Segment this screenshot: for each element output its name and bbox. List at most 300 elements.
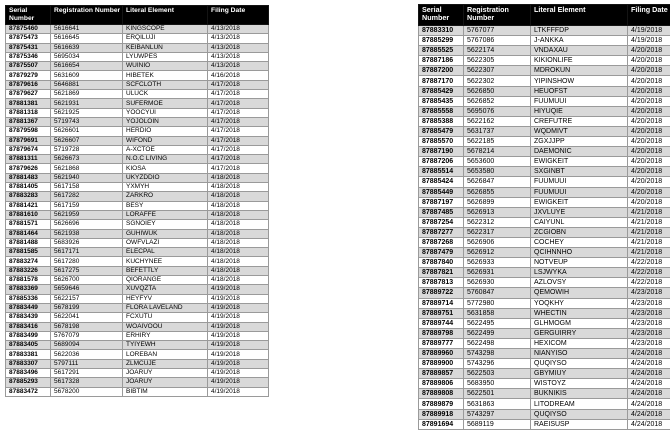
table-row xyxy=(6,285,269,294)
literal-element-cell: WIFOND xyxy=(123,136,208,145)
filing-date-cell: 4/19/2018 xyxy=(208,378,269,387)
table-row xyxy=(419,217,670,227)
registration-number-cell: 5653580 xyxy=(464,167,531,177)
filing-date-cell: 4/21/2018 xyxy=(628,237,670,247)
registration-number-cell: 5678199 xyxy=(51,303,123,312)
literal-element-cell: HIYUQIE xyxy=(531,106,628,116)
filing-date-cell: 4/13/2018 xyxy=(208,25,269,34)
filing-date-cell: 4/23/2018 xyxy=(628,298,670,308)
table-row xyxy=(6,108,269,117)
filing-date-cell: 4/17/2018 xyxy=(208,90,269,99)
filing-date-cell: 4/20/2018 xyxy=(628,56,670,66)
table-row xyxy=(419,137,670,147)
serial-number-cell: 87887197 xyxy=(419,197,464,207)
registration-number-cell: 5622305 xyxy=(464,56,531,66)
literal-element-cell: ZCGIOBN xyxy=(531,227,628,237)
table-row xyxy=(419,116,670,126)
table-row xyxy=(419,298,670,308)
literal-element-cell: KINGSCOPE xyxy=(123,25,208,34)
table-row xyxy=(419,359,670,369)
filing-date-cell: 4/17/2018 xyxy=(208,117,269,126)
literal-element-cell: QUQIYSO xyxy=(531,409,628,419)
filing-date-cell: 4/24/2018 xyxy=(628,379,670,389)
serial-number-cell: 87883274 xyxy=(6,257,51,266)
literal-element-cell: GLHMOGM xyxy=(531,318,628,328)
filing-date-cell: 4/20/2018 xyxy=(628,157,670,167)
filing-date-cell: 4/16/2018 xyxy=(208,71,269,80)
table-row xyxy=(419,167,670,177)
registration-number-cell: 5622499 xyxy=(464,328,531,338)
table-row xyxy=(6,192,269,201)
literal-element-cell: MDROKUN xyxy=(531,66,628,76)
literal-element-cell: HEUOFST xyxy=(531,86,628,96)
registration-number-cell: 5626899 xyxy=(464,197,531,207)
filing-date-cell: 4/13/2018 xyxy=(208,34,269,43)
table-row xyxy=(419,147,670,157)
table-row xyxy=(6,173,269,182)
table-row xyxy=(6,220,269,229)
table-row xyxy=(419,66,670,76)
table-row xyxy=(6,145,269,154)
registration-number-cell: 5626930 xyxy=(464,278,531,288)
registration-number-cell: 5622302 xyxy=(464,76,531,86)
literal-element-cell: FLORA LAVELAND xyxy=(123,303,208,312)
serial-number-cell: 87879279 xyxy=(6,71,51,80)
table-row xyxy=(419,338,670,348)
serial-number-cell: 87887200 xyxy=(419,66,464,76)
filing-date-cell: 4/13/2018 xyxy=(208,52,269,61)
registration-number-cell: 5743296 xyxy=(464,359,531,369)
serial-number-cell: 87881610 xyxy=(6,210,51,219)
registration-number-cell: 5622503 xyxy=(464,369,531,379)
serial-number-cell: 87881585 xyxy=(6,248,51,257)
registration-number-cell: 5622157 xyxy=(51,294,123,303)
filing-date-cell: 4/19/2018 xyxy=(208,350,269,359)
registration-number-cell: 5678214 xyxy=(464,147,531,157)
serial-number-cell: 87879674 xyxy=(6,145,51,154)
filing-date-cell: 4/20/2018 xyxy=(628,137,670,147)
literal-element-cell: HIBETEK xyxy=(123,71,208,80)
filing-date-cell: 4/18/2018 xyxy=(208,238,269,247)
serial-number-cell: 87889751 xyxy=(419,308,464,318)
filing-date-cell: 4/19/2018 xyxy=(628,36,670,46)
table-row xyxy=(419,96,670,106)
serial-number-cell: 87887479 xyxy=(419,248,464,258)
literal-element-cell: HEYFYV xyxy=(123,294,208,303)
literal-element-cell: KIOSA xyxy=(123,164,208,173)
registration-number-cell: 5695034 xyxy=(51,52,123,61)
filing-date-cell: 4/22/2018 xyxy=(628,278,670,288)
serial-number-cell: 87885299 xyxy=(419,36,464,46)
column-header: Serial Number xyxy=(419,5,464,26)
filing-date-cell: 4/22/2018 xyxy=(628,268,670,278)
filing-date-cell: 4/17/2018 xyxy=(208,127,269,136)
literal-element-cell: SCFCLOTH xyxy=(123,80,208,89)
column-header: Filing Date xyxy=(208,6,269,25)
literal-element-cell: GERGUIRRY xyxy=(531,328,628,338)
filing-date-cell: 4/17/2018 xyxy=(208,99,269,108)
table-row xyxy=(6,90,269,99)
serial-number-cell: 87885558 xyxy=(419,106,464,116)
serial-number-cell: 87883283 xyxy=(6,192,51,201)
table-row xyxy=(6,155,269,164)
table-row xyxy=(419,288,670,298)
registration-number-cell: 5626696 xyxy=(51,220,123,229)
table-row xyxy=(419,318,670,328)
literal-element-cell: BEFETTLY xyxy=(123,266,208,275)
literal-element-cell: ERHIRY xyxy=(123,331,208,340)
registration-number-cell: 5626700 xyxy=(51,276,123,285)
serial-number-cell: 87883381 xyxy=(6,350,51,359)
literal-element-cell: A-XCTOE xyxy=(123,145,208,154)
table-row xyxy=(6,52,269,61)
serial-number-cell: 87883496 xyxy=(6,368,51,377)
registration-number-cell: 5617171 xyxy=(51,248,123,257)
filing-date-cell: 4/19/2018 xyxy=(208,303,269,312)
literal-element-cell: ULUCK xyxy=(123,90,208,99)
registration-number-cell: 5622162 xyxy=(464,116,531,126)
literal-element-cell: J-ANKKA xyxy=(531,36,628,46)
registration-number-cell: 5695076 xyxy=(464,106,531,116)
literal-element-cell: YOQKHY xyxy=(531,298,628,308)
literal-element-cell: KUCHYNEE xyxy=(123,257,208,266)
registration-number-cell: 5767077 xyxy=(464,26,531,36)
registration-number-cell: 5683950 xyxy=(464,379,531,389)
serial-number-cell: 87881318 xyxy=(6,108,51,117)
table-row xyxy=(419,207,670,217)
literal-element-cell: FUUMUUI xyxy=(531,96,628,106)
registration-number-cell: 5617282 xyxy=(51,192,123,201)
registration-number-cell: 5626912 xyxy=(464,248,531,258)
table-row xyxy=(419,399,670,409)
filing-date-cell: 4/21/2018 xyxy=(628,207,670,217)
literal-element-cell: LORAFFE xyxy=(123,210,208,219)
registration-number-cell: 5683926 xyxy=(51,238,123,247)
serial-number-cell: 87881405 xyxy=(6,183,51,192)
registration-number-cell: 5621931 xyxy=(51,99,123,108)
serial-number-cell: 87889857 xyxy=(419,369,464,379)
literal-element-cell: SUFERMOE xyxy=(123,99,208,108)
serial-number-cell: 87885336 xyxy=(6,294,51,303)
literal-element-cell: JXVLUYE xyxy=(531,207,628,217)
serial-number-cell: 87881464 xyxy=(6,229,51,238)
serial-number-cell: 87887190 xyxy=(419,147,464,157)
literal-element-cell: ZGXJJPP xyxy=(531,137,628,147)
literal-element-cell: ERQILUJI xyxy=(123,34,208,43)
table-row xyxy=(6,359,269,368)
table-row xyxy=(419,379,670,389)
literal-element-cell: COCHEY xyxy=(531,237,628,247)
serial-number-cell: 87881421 xyxy=(6,201,51,210)
literal-element-cell: LOREBAN xyxy=(123,350,208,359)
table-row xyxy=(6,25,269,34)
table-row xyxy=(6,322,269,331)
registration-number-cell: 5626850 xyxy=(464,86,531,96)
registration-number-cell: 5631858 xyxy=(464,308,531,318)
literal-element-cell: WOAIVOOU xyxy=(123,322,208,331)
literal-element-cell: EWIGKEIT xyxy=(531,197,628,207)
column-header: Registration Number xyxy=(51,6,123,25)
literal-element-cell: FUUMUUI xyxy=(531,177,628,187)
registration-number-cell: 5622501 xyxy=(464,389,531,399)
filing-date-cell: 4/20/2018 xyxy=(628,197,670,207)
registration-number-cell: 5616645 xyxy=(51,34,123,43)
serial-number-cell: 87889918 xyxy=(419,409,464,419)
serial-number-cell: 87889879 xyxy=(419,399,464,409)
table-row xyxy=(419,237,670,247)
serial-number-cell: 87889722 xyxy=(419,288,464,298)
filing-date-cell: 4/24/2018 xyxy=(628,369,670,379)
serial-number-cell: 87885424 xyxy=(419,177,464,187)
literal-element-cell: QCIHNNHO xyxy=(531,248,628,258)
table-row xyxy=(419,126,670,136)
serial-number-cell: 87881483 xyxy=(6,173,51,182)
registration-number-cell: 5617291 xyxy=(51,368,123,377)
table-row xyxy=(6,257,269,266)
literal-element-cell: SXGINBT xyxy=(531,167,628,177)
table-row xyxy=(6,238,269,247)
table-row xyxy=(419,328,670,338)
literal-element-cell: WUINIO xyxy=(123,62,208,71)
serial-number-cell: 87881578 xyxy=(6,276,51,285)
filing-date-cell: 4/23/2018 xyxy=(628,318,670,328)
table-row xyxy=(419,86,670,96)
table-row xyxy=(419,26,670,36)
table-row xyxy=(6,313,269,322)
registration-number-cell: 5626607 xyxy=(51,136,123,145)
filing-date-cell: 4/13/2018 xyxy=(208,62,269,71)
registration-number-cell: 5626847 xyxy=(464,177,531,187)
registration-number-cell: 5622307 xyxy=(464,66,531,76)
literal-element-cell: N.O.C LIVING xyxy=(123,155,208,164)
table-row xyxy=(6,303,269,312)
filing-date-cell: 4/17/2018 xyxy=(208,136,269,145)
table-row xyxy=(6,183,269,192)
literal-element-cell: BIBTIM xyxy=(123,387,208,396)
serial-number-cell: 87887206 xyxy=(419,157,464,167)
table-row xyxy=(419,157,670,167)
filing-date-cell: 4/21/2018 xyxy=(628,217,670,227)
filing-date-cell: 4/18/2018 xyxy=(208,229,269,238)
literal-element-cell: ZARKRO xyxy=(123,192,208,201)
literal-element-cell: NOTVEUP xyxy=(531,258,628,268)
serial-number-cell: 87885435 xyxy=(419,96,464,106)
table-row xyxy=(419,36,670,46)
filing-date-cell: 4/18/2018 xyxy=(208,266,269,275)
serial-number-cell: 87889960 xyxy=(419,349,464,359)
column-header: Literal Element xyxy=(531,5,628,26)
registration-number-cell: 5616641 xyxy=(51,25,123,34)
filing-date-cell: 4/24/2018 xyxy=(628,399,670,409)
registration-number-cell: 5678198 xyxy=(51,322,123,331)
column-header: Registration Number xyxy=(464,5,531,26)
filing-date-cell: 4/22/2018 xyxy=(628,258,670,268)
filing-date-cell: 4/17/2018 xyxy=(208,108,269,117)
table-row xyxy=(6,164,269,173)
serial-number-cell: 87889900 xyxy=(419,359,464,369)
serial-number-cell: 87887186 xyxy=(419,56,464,66)
literal-element-cell: OWFVLAZI xyxy=(123,238,208,247)
literal-element-cell: LSJWYKA xyxy=(531,268,628,278)
serial-number-cell: 87883310 xyxy=(419,26,464,36)
header-row xyxy=(419,5,670,26)
literal-element-cell: FCXUTU xyxy=(123,313,208,322)
filing-date-cell: 4/24/2018 xyxy=(628,419,670,429)
serial-number-cell: 87885570 xyxy=(419,137,464,147)
serial-number-cell: 87887821 xyxy=(419,268,464,278)
table-row xyxy=(419,76,670,86)
filing-date-cell: 4/18/2018 xyxy=(208,248,269,257)
column-header: Serial Number xyxy=(6,6,51,25)
serial-number-cell: 87883405 xyxy=(6,341,51,350)
registration-number-cell: 5797111 xyxy=(51,359,123,368)
registration-number-cell: 5616639 xyxy=(51,43,123,52)
serial-number-cell: 87879627 xyxy=(6,90,51,99)
serial-number-cell: 87885429 xyxy=(419,86,464,96)
filing-date-cell: 4/24/2018 xyxy=(628,359,670,369)
registration-number-cell: 5626601 xyxy=(51,127,123,136)
serial-number-cell: 87883499 xyxy=(6,331,51,340)
registration-number-cell: 5653600 xyxy=(464,157,531,167)
registration-number-cell: 5622312 xyxy=(464,217,531,227)
serial-number-cell: 87889714 xyxy=(419,298,464,308)
literal-element-cell: GUHIWUK xyxy=(123,229,208,238)
literal-element-cell: JOARUY xyxy=(123,378,208,387)
serial-number-cell: 87875507 xyxy=(6,62,51,71)
literal-element-cell: QEMOWIH xyxy=(531,288,628,298)
registration-number-cell: 5626673 xyxy=(51,155,123,164)
literal-element-cell: BUKNIKIS xyxy=(531,389,628,399)
serial-number-cell: 87889798 xyxy=(419,328,464,338)
registration-number-cell: 5743297 xyxy=(464,409,531,419)
serial-number-cell: 87885388 xyxy=(419,116,464,126)
table-row xyxy=(419,369,670,379)
literal-element-cell: UKYZDDIO xyxy=(123,173,208,182)
filing-date-cell: 4/20/2018 xyxy=(628,147,670,157)
registration-number-cell: 5719728 xyxy=(51,145,123,154)
registration-number-cell: 5626906 xyxy=(464,237,531,247)
filing-date-cell: 4/18/2018 xyxy=(208,257,269,266)
filing-date-cell: 4/17/2018 xyxy=(208,145,269,154)
serial-number-cell: 87875473 xyxy=(6,34,51,43)
table-row xyxy=(419,389,670,399)
registration-number-cell: 5646881 xyxy=(51,80,123,89)
registration-number-cell: 5622317 xyxy=(464,227,531,237)
registration-number-cell: 5617328 xyxy=(51,378,123,387)
literal-element-cell: LTKFFFDP xyxy=(531,26,628,36)
literal-element-cell: WISTOYZ xyxy=(531,379,628,389)
registration-number-cell: 5622174 xyxy=(464,46,531,56)
column-header: Filing Date xyxy=(628,5,670,26)
registration-number-cell: 5631609 xyxy=(51,71,123,80)
registration-number-cell: 5617280 xyxy=(51,257,123,266)
registration-number-cell: 5621940 xyxy=(51,173,123,182)
table-row xyxy=(6,387,269,396)
filing-date-cell: 4/24/2018 xyxy=(628,409,670,419)
registration-number-cell: 5617159 xyxy=(51,201,123,210)
serial-number-cell: 87885293 xyxy=(6,378,51,387)
filing-date-cell: 4/19/2018 xyxy=(208,285,269,294)
registration-number-cell: 5622185 xyxy=(464,137,531,147)
filing-date-cell: 4/19/2018 xyxy=(208,341,269,350)
literal-element-cell: FUUMUUI xyxy=(531,187,628,197)
serial-number-cell: 87883369 xyxy=(6,285,51,294)
serial-number-cell: 87881367 xyxy=(6,117,51,126)
serial-number-cell: 87887170 xyxy=(419,76,464,86)
filing-date-cell: 4/19/2018 xyxy=(208,313,269,322)
table-row xyxy=(419,409,670,419)
filing-date-cell: 4/20/2018 xyxy=(628,46,670,56)
registration-number-cell: 5617275 xyxy=(51,266,123,275)
literal-element-cell: XUVQZTA xyxy=(123,285,208,294)
registration-number-cell: 5622495 xyxy=(464,318,531,328)
literal-element-cell: YOOCYUI xyxy=(123,108,208,117)
serial-number-cell: 87885525 xyxy=(419,46,464,56)
filing-date-cell: 4/18/2018 xyxy=(208,276,269,285)
registration-number-cell: 5622036 xyxy=(51,350,123,359)
table-row xyxy=(419,177,670,187)
filing-date-cell: 4/24/2018 xyxy=(628,389,670,399)
serial-number-cell: 87887277 xyxy=(419,227,464,237)
filing-date-cell: 4/17/2018 xyxy=(208,80,269,89)
registration-number-cell: 5719743 xyxy=(51,117,123,126)
filing-date-cell: 4/13/2018 xyxy=(208,43,269,52)
filing-date-cell: 4/24/2018 xyxy=(628,349,670,359)
literal-element-cell: LITODREAM xyxy=(531,399,628,409)
registration-number-cell: 5760847 xyxy=(464,288,531,298)
serial-number-cell: 87887485 xyxy=(419,207,464,217)
filing-date-cell: 4/20/2018 xyxy=(628,106,670,116)
literal-element-cell: NIANYISO xyxy=(531,349,628,359)
filing-date-cell: 4/19/2018 xyxy=(208,387,269,396)
table-row xyxy=(419,227,670,237)
table-row xyxy=(419,349,670,359)
registration-number-cell: 5767079 xyxy=(51,331,123,340)
serial-number-cell: 87881311 xyxy=(6,155,51,164)
filing-date-cell: 4/18/2018 xyxy=(208,220,269,229)
table-row xyxy=(6,331,269,340)
table-row xyxy=(6,350,269,359)
serial-number-cell: 87883449 xyxy=(6,303,51,312)
literal-element-cell: KEIBANLUN xyxy=(123,43,208,52)
serial-number-cell: 87875460 xyxy=(6,25,51,34)
literal-element-cell: KIKIONLIFE xyxy=(531,56,628,66)
filing-date-cell: 4/17/2018 xyxy=(208,155,269,164)
filing-date-cell: 4/19/2018 xyxy=(208,322,269,331)
registration-number-cell: 5689119 xyxy=(464,419,531,429)
serial-number-cell: 87883416 xyxy=(6,322,51,331)
table-row xyxy=(419,56,670,66)
table-row xyxy=(6,99,269,108)
serial-number-cell: 87891694 xyxy=(419,419,464,429)
registration-number-cell: 5622041 xyxy=(51,313,123,322)
table-row xyxy=(6,368,269,377)
literal-element-cell: CAIYUNL xyxy=(531,217,628,227)
registration-number-cell: 5678200 xyxy=(51,387,123,396)
table-row xyxy=(419,197,670,207)
table-row xyxy=(6,136,269,145)
table-row xyxy=(6,127,269,136)
serial-number-cell: 87881488 xyxy=(6,238,51,247)
table-row xyxy=(6,62,269,71)
table-row xyxy=(6,34,269,43)
filing-date-cell: 4/20/2018 xyxy=(628,66,670,76)
literal-element-cell: DAEMONIC xyxy=(531,147,628,157)
serial-number-cell: 87889808 xyxy=(419,389,464,399)
literal-element-cell: WQDMIVT xyxy=(531,126,628,136)
filing-date-cell: 4/19/2018 xyxy=(208,368,269,377)
registration-number-cell: 5626855 xyxy=(464,187,531,197)
